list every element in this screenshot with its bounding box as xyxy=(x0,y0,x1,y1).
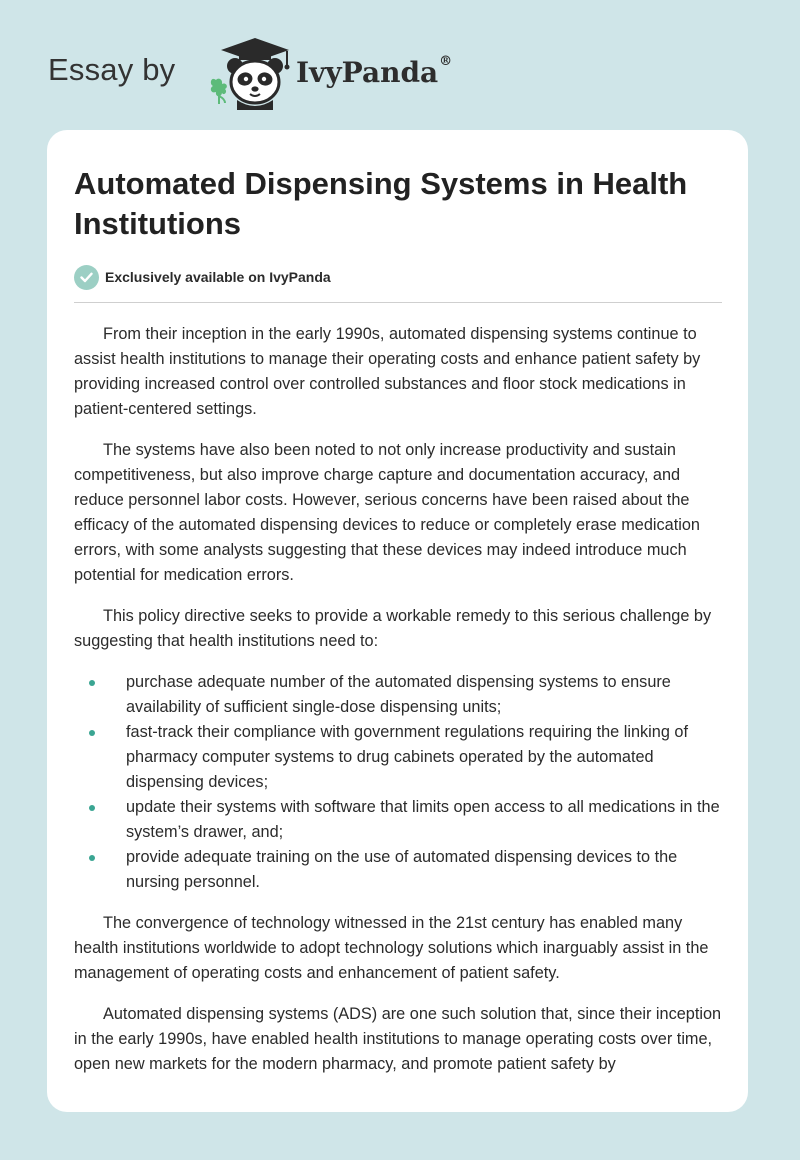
paragraph: From their inception in the early 1990s, automated dispensing systems continue to assist health institutions to manage their operating costs and enhance patient safety by providing increased control over controlled substances and floor stock medications in patient-centered settings. xyxy=(74,325,701,418)
bullet-dot-icon xyxy=(89,855,95,861)
article-title: Automated Dispensing Systems in Health Institutions xyxy=(74,166,688,241)
site-header xyxy=(48,36,508,110)
panda-graduate-logo-icon[interactable] xyxy=(203,36,299,110)
brand-name[interactable] xyxy=(296,56,452,89)
ivy-leaf-icon xyxy=(211,79,227,104)
list-item xyxy=(74,670,722,720)
list-item-text: provide adequate training on the use of automated dispensing devices to the nursing personnel. xyxy=(126,848,678,891)
title-divider xyxy=(74,302,722,303)
bullet-dot-icon xyxy=(89,680,95,686)
list-item xyxy=(74,720,722,795)
paragraph: The convergence of technology witnessed in the 21st century has enabled many health institutions worldwide to adopt technology solutions which inarguably assist in the management of operating costs and enhancement of patient safety. xyxy=(74,914,709,982)
list-item xyxy=(74,795,722,845)
article-body xyxy=(74,322,722,1077)
bullet-dot-icon xyxy=(89,805,95,811)
exclusive-label: Exclusively available on IvyPanda xyxy=(105,269,331,285)
list-item-text: fast-track their compliance with government regulations requiring the linking of pharmacy computer systems to drug cabinets operated by the automated dispensing devices; xyxy=(126,723,688,791)
registered-mark: ® xyxy=(439,54,453,69)
exclusive-badge xyxy=(74,263,722,291)
essay-by-label: Essay by xyxy=(48,52,176,87)
article-card xyxy=(47,130,748,1112)
brand-text: IvyPanda xyxy=(296,56,439,89)
paragraph: The systems have also been noted to not only increase productivity and sustain competitiveness, but also improve charge capture and documentation accuracy, and reduce personnel labor costs. However, serious concerns have been raised about the efficacy of the automated dispensing devices to reduce or completely erase medication errors, with some analysts suggesting that these devices may indeed introduce much potential for medication errors. xyxy=(74,441,700,584)
check-circle-icon xyxy=(74,265,99,290)
paragraph: Automated dispensing systems (ADS) are one such solution that, since their inception in the early 1990s, have enabled health institutions to manage operating costs over time, open new markets for the modern pharmacy, and promote patient safety by xyxy=(74,1005,722,1073)
bullet-dot-icon xyxy=(89,730,95,736)
list-item-text: purchase adequate number of the automated dispensing systems to ensure availability of sufficient single-dose dispensing units; xyxy=(126,673,671,716)
list-item xyxy=(74,845,722,895)
recommendation-list xyxy=(74,670,722,895)
list-item-text: update their systems with software that limits open access to all medications in the system’s drawer, and; xyxy=(126,798,720,841)
paragraph: This policy directive seeks to provide a workable remedy to this serious challenge by suggesting that health institutions need to: xyxy=(74,607,712,650)
